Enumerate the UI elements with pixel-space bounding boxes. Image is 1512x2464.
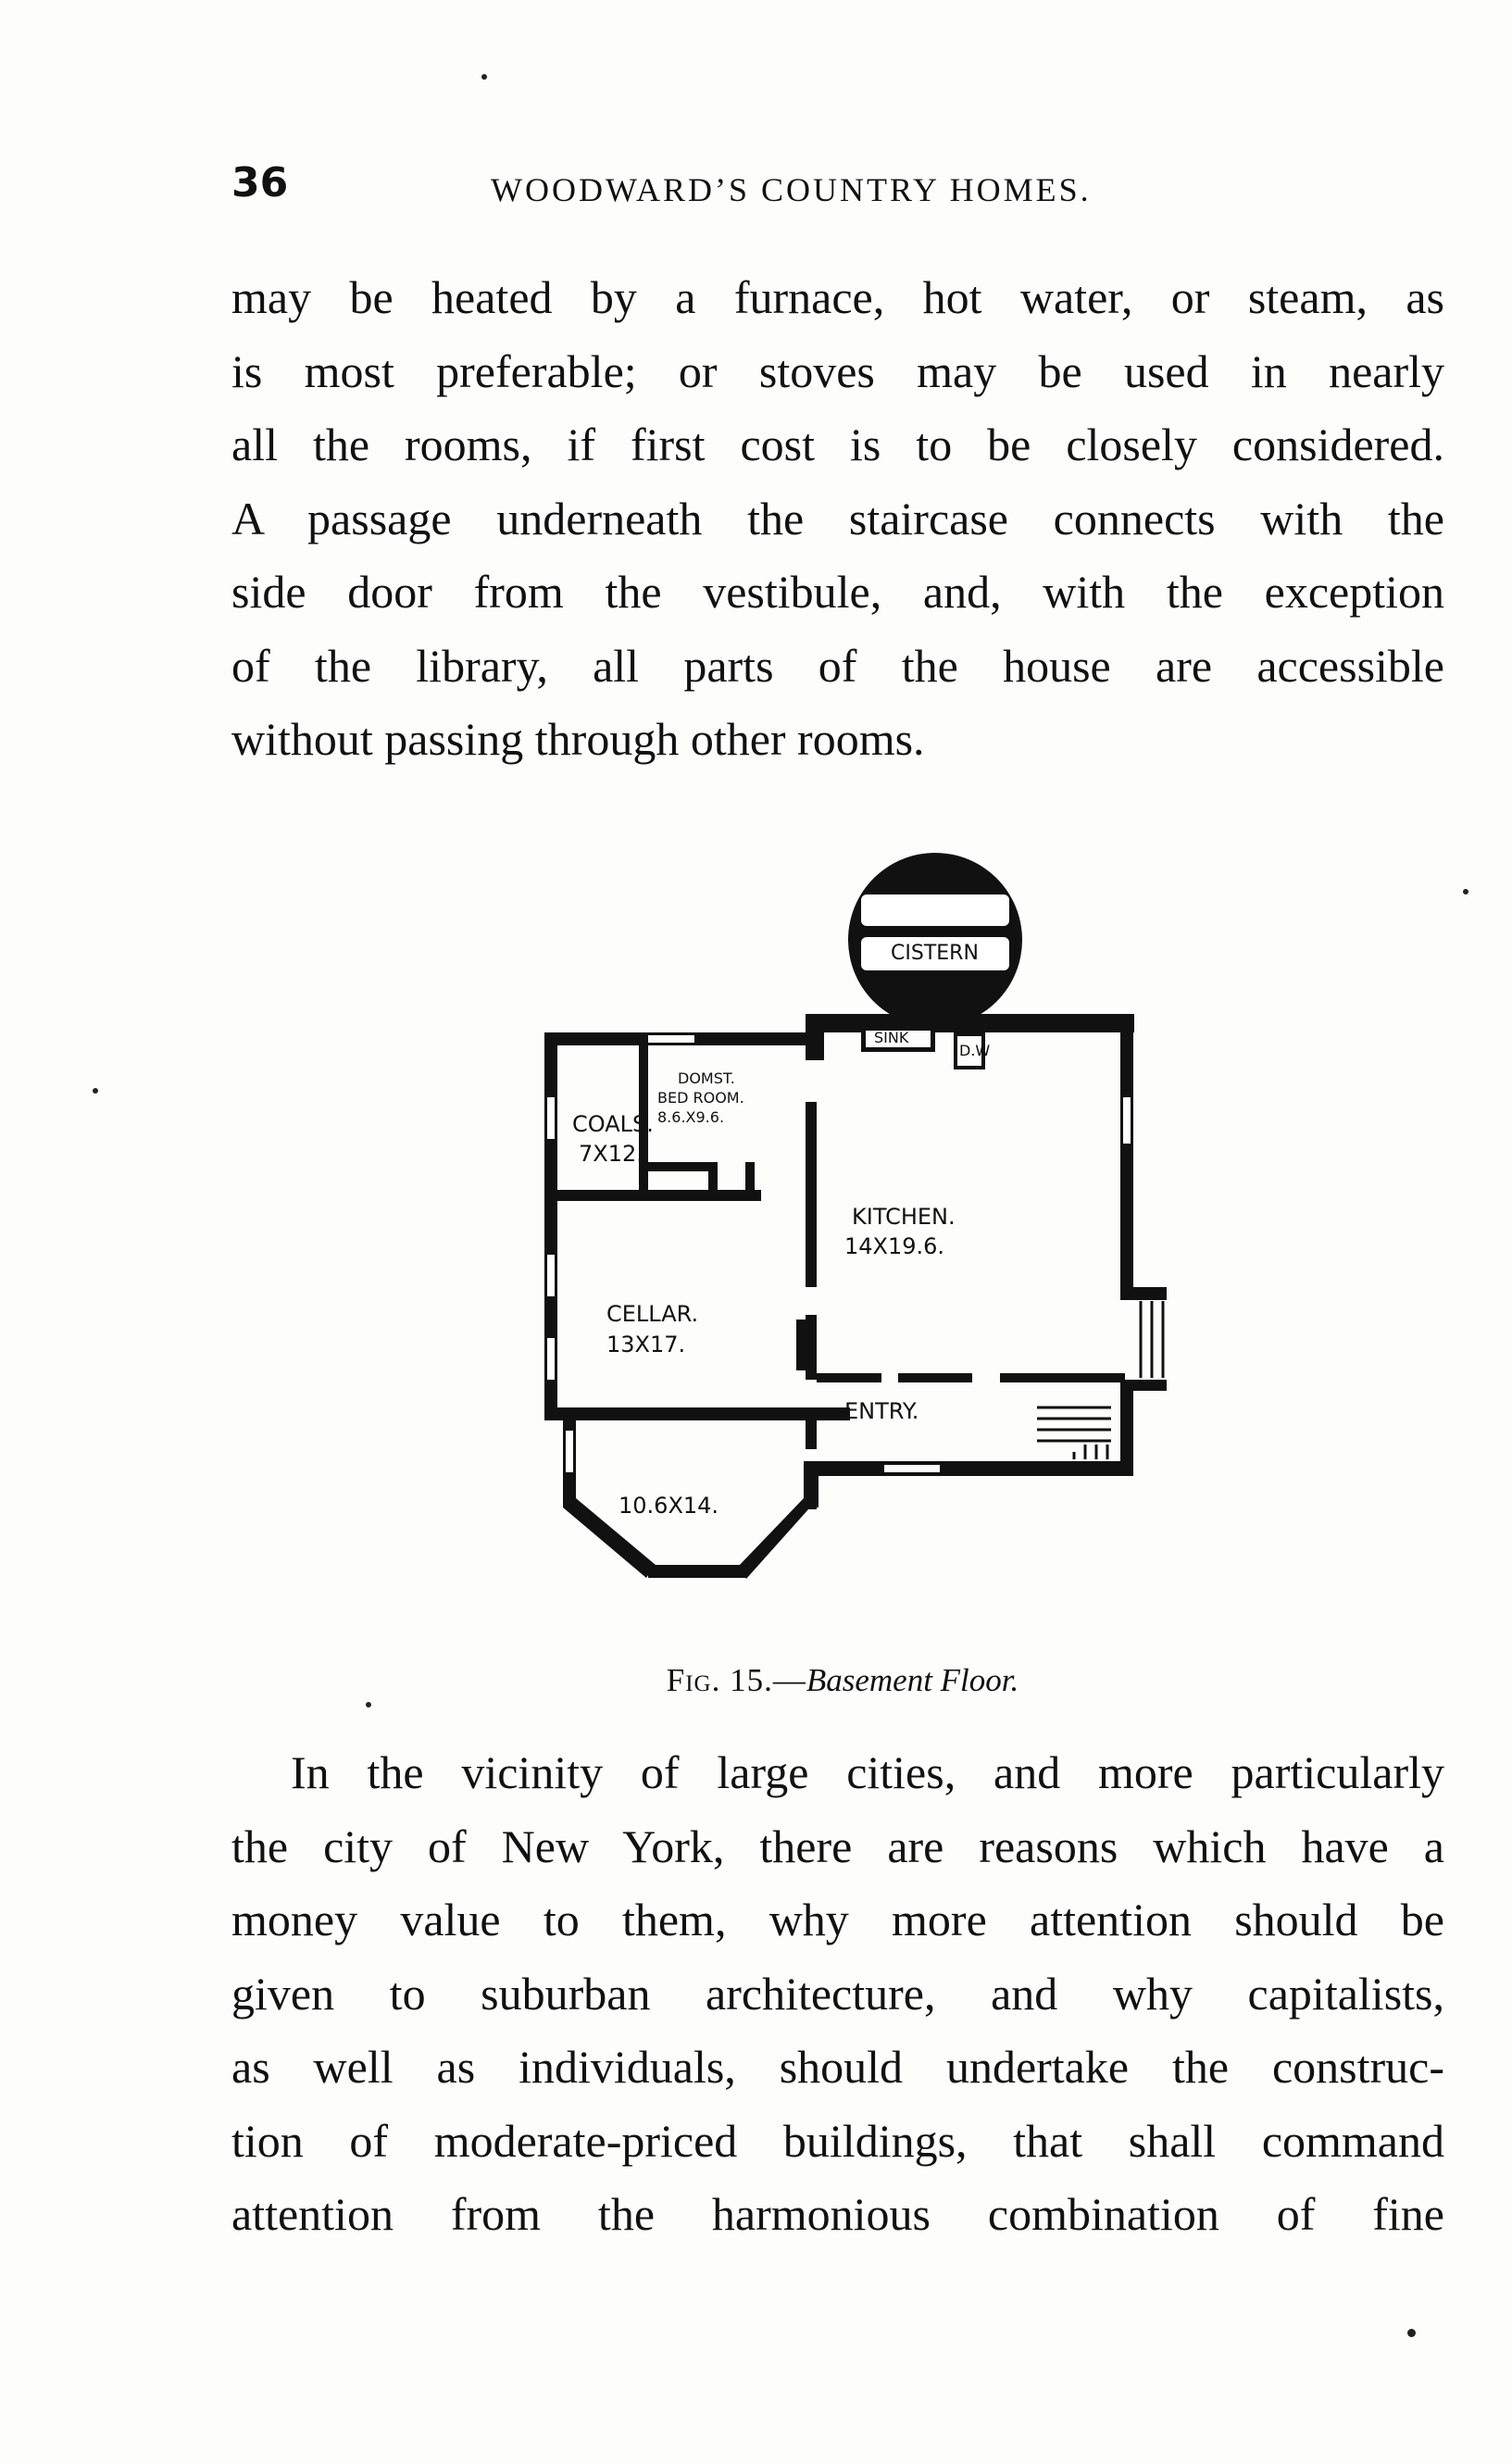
figure-title: Basement Floor.: [806, 1662, 1019, 1698]
outer-wall: [949, 1014, 1134, 1032]
outer-wall: [1133, 1380, 1167, 1391]
page-number: 36: [231, 159, 289, 206]
outer-wall: [1120, 1014, 1133, 1296]
outer-wall: [544, 1407, 850, 1420]
cellar-label: CELLAR.: [606, 1301, 699, 1327]
window: [648, 1035, 694, 1043]
window: [566, 1431, 573, 1472]
bedroom-label: BED ROOM.: [657, 1089, 744, 1107]
inner-wall: [806, 1412, 817, 1449]
figure-number: Fig. 15.—: [666, 1662, 806, 1698]
dw-label: D.W: [959, 1042, 991, 1059]
bedroom-size: 8.6.X9.6.: [657, 1108, 725, 1126]
text-line: of the library, all parts of the house are accessible: [231, 639, 1444, 692]
window: [1123, 1097, 1131, 1144]
print-speck: [1407, 2329, 1416, 2337]
text-line: as well as individuals, should undertake the construc-: [231, 2041, 1444, 2093]
text-line: without passing through other rooms.: [231, 713, 925, 765]
text-line: A passage underneath the staircase connects with the: [231, 492, 1444, 544]
bay-wall: [648, 1565, 746, 1578]
figure-basement-plan: [519, 833, 1167, 1722]
coals-size: 7X12.: [579, 1141, 644, 1167]
window: [547, 1097, 555, 1139]
inner-wall: [557, 1190, 761, 1201]
inner-wall: [745, 1162, 755, 1199]
text-line: is most preferable; or stoves may be used in nearly: [231, 344, 1444, 397]
kitchen-label: KITCHEN.: [852, 1204, 956, 1230]
text-line: side door from the vestibule, and, with the exception: [231, 566, 1444, 618]
cistern-label: CISTERN: [891, 942, 979, 965]
inner-wall: [708, 1162, 718, 1199]
text-line: all the rooms, if first cost is to be closely considered.: [231, 419, 1444, 470]
inner-wall: [817, 1373, 881, 1382]
outer-wall: [1120, 1287, 1167, 1300]
window: [547, 1338, 555, 1380]
outer-wall: [544, 1032, 557, 1269]
text-line: the city of New York, there are reasons which have a: [231, 1820, 1444, 1872]
kitchen-size: 14X19.6.: [844, 1233, 945, 1259]
bay-wall: [737, 1498, 817, 1579]
figure-caption: [519, 1662, 1167, 1699]
floor-plan-drawing: [519, 833, 1167, 1667]
paragraph-2: [231, 1736, 1444, 2252]
text-line: tion of moderate-priced buildings, that shall command: [231, 2114, 1444, 2167]
coals-label: COALS.: [572, 1111, 654, 1137]
outer-wall: [815, 1461, 1133, 1476]
print-speck: [93, 1088, 98, 1094]
print-speck: [1463, 889, 1468, 894]
inner-wall: [648, 1162, 713, 1171]
text-line: may be heated by a furnace, hot water, or steam, as: [231, 271, 1444, 323]
cellar-size: 13X17.: [606, 1332, 686, 1357]
room-size: 10.6X14.: [619, 1493, 719, 1519]
print-speck: [481, 74, 487, 80]
inner-wall: [1000, 1373, 1125, 1382]
inner-wall: [898, 1373, 972, 1382]
bedroom-label: DOMST.: [678, 1069, 735, 1087]
outer-wall: [1120, 1380, 1133, 1472]
window: [884, 1465, 940, 1472]
text-line: given to suburban architecture, and why capitalists,: [231, 1967, 1444, 2020]
page-header: [231, 159, 1185, 215]
print-speck: [366, 1702, 371, 1707]
paragraph-1: [231, 261, 1444, 777]
running-title: WOODWARD’S COUNTRY HOMES.: [491, 171, 1092, 208]
text-line: In the vicinity of large cities, and more particularly: [291, 1746, 1444, 1798]
filtering-label: FILTERING: [868, 904, 958, 922]
window: [547, 1255, 555, 1296]
sink-label: SINK: [874, 1029, 909, 1046]
text-line: money value to them, why more attention should be: [231, 1894, 1444, 1945]
text-line: attention from the harmonious combination of fine: [231, 2188, 1444, 2240]
outer-wall: [806, 1032, 824, 1060]
inner-wall: [796, 1320, 807, 1370]
inner-wall: [806, 1102, 817, 1287]
entry-label: ENTRY.: [844, 1398, 919, 1424]
